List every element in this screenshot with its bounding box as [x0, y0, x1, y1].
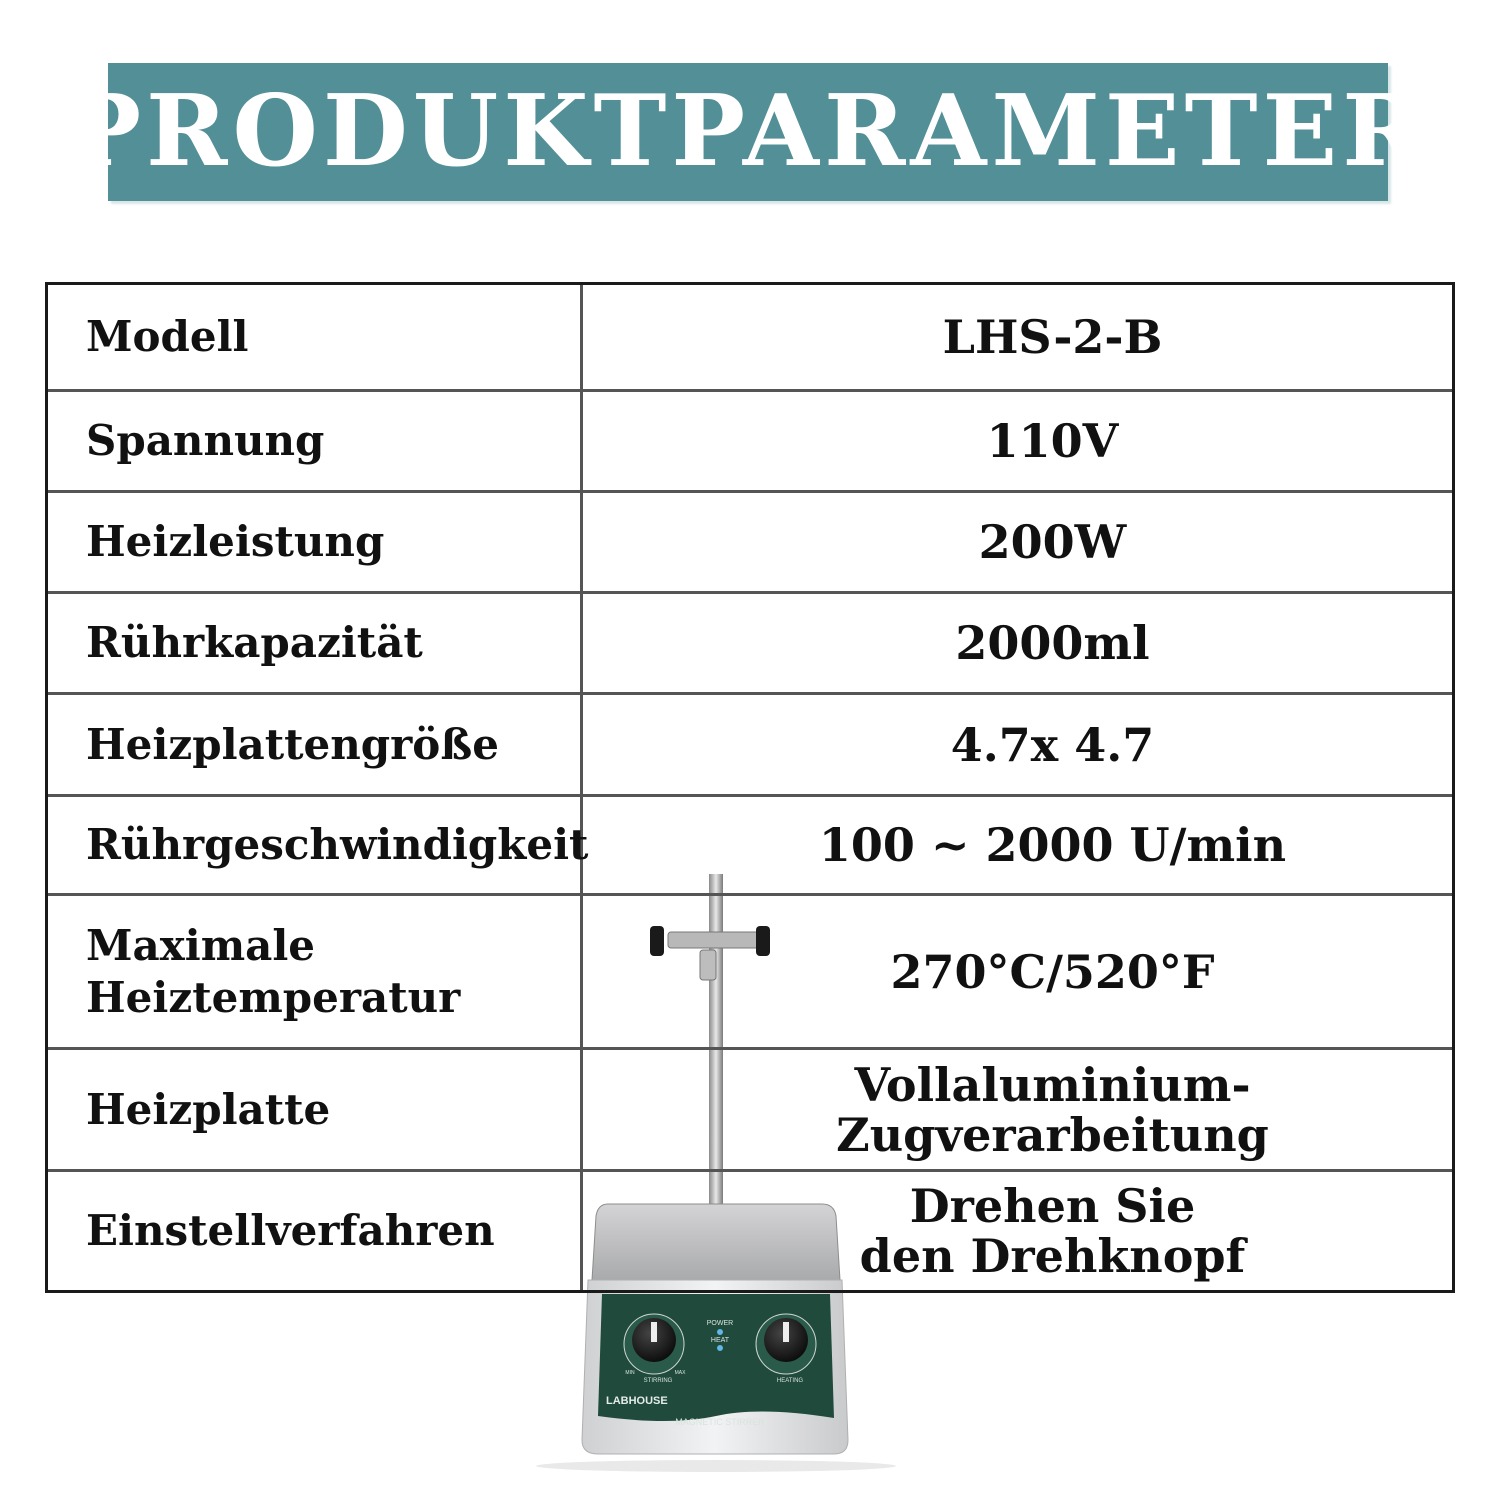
param-label: Rührgeschwindigkeit — [86, 820, 589, 869]
table-row — [48, 695, 1452, 794]
table-row — [48, 285, 1452, 389]
max-label: MAX — [674, 1370, 686, 1376]
heat-light — [717, 1345, 723, 1351]
table-row — [48, 797, 1452, 893]
title-banner — [67, 63, 1429, 201]
param-value: 270°C/520°F — [890, 944, 1215, 999]
param-label: Heizplatte — [86, 1084, 331, 1134]
param-value: 100 ~ 2000 U/min — [818, 818, 1287, 872]
param-label: Heizplattengröße — [86, 719, 499, 769]
param-value: Drehen Sie den Drehknopf — [859, 1179, 1246, 1283]
table-row — [48, 392, 1452, 490]
param-value: 2000ml — [955, 616, 1150, 670]
parameter-table — [45, 282, 1455, 1293]
table-row — [48, 1050, 1452, 1169]
param-value: LHS-2-B — [942, 310, 1163, 364]
param-label: Spannung — [86, 416, 325, 465]
page-title: PRODUKTPARAMETER — [67, 74, 1429, 189]
model-label: MAGNETIC STIRRER — [675, 1417, 765, 1427]
param-label: Rührkapazität — [86, 618, 423, 667]
param-value: 200W — [978, 515, 1127, 569]
param-label: Heizleistung — [86, 517, 385, 566]
param-label: Modell — [86, 312, 249, 361]
param-label: Einstellverfahren — [86, 1206, 495, 1255]
param-value: 110V — [986, 414, 1119, 468]
brand-label: LABHOUSE — [606, 1395, 668, 1407]
power-light — [717, 1329, 723, 1335]
table-row — [48, 493, 1452, 591]
heating-label: HEATING — [776, 1378, 804, 1384]
table-row — [48, 594, 1452, 692]
power-label: POWER — [706, 1320, 734, 1327]
heat-label: HEAT — [710, 1337, 730, 1344]
table-row — [48, 1172, 1452, 1290]
param-value: 4.7x 4.7 — [950, 717, 1155, 772]
min-label: MIN — [625, 1370, 635, 1376]
param-value: Vollaluminium- Zugverarbeitung — [836, 1057, 1269, 1162]
stirring-label: STIRRING — [643, 1378, 673, 1384]
param-label: Maximale Heiztemperatur — [86, 920, 461, 1022]
table-row — [48, 896, 1452, 1047]
